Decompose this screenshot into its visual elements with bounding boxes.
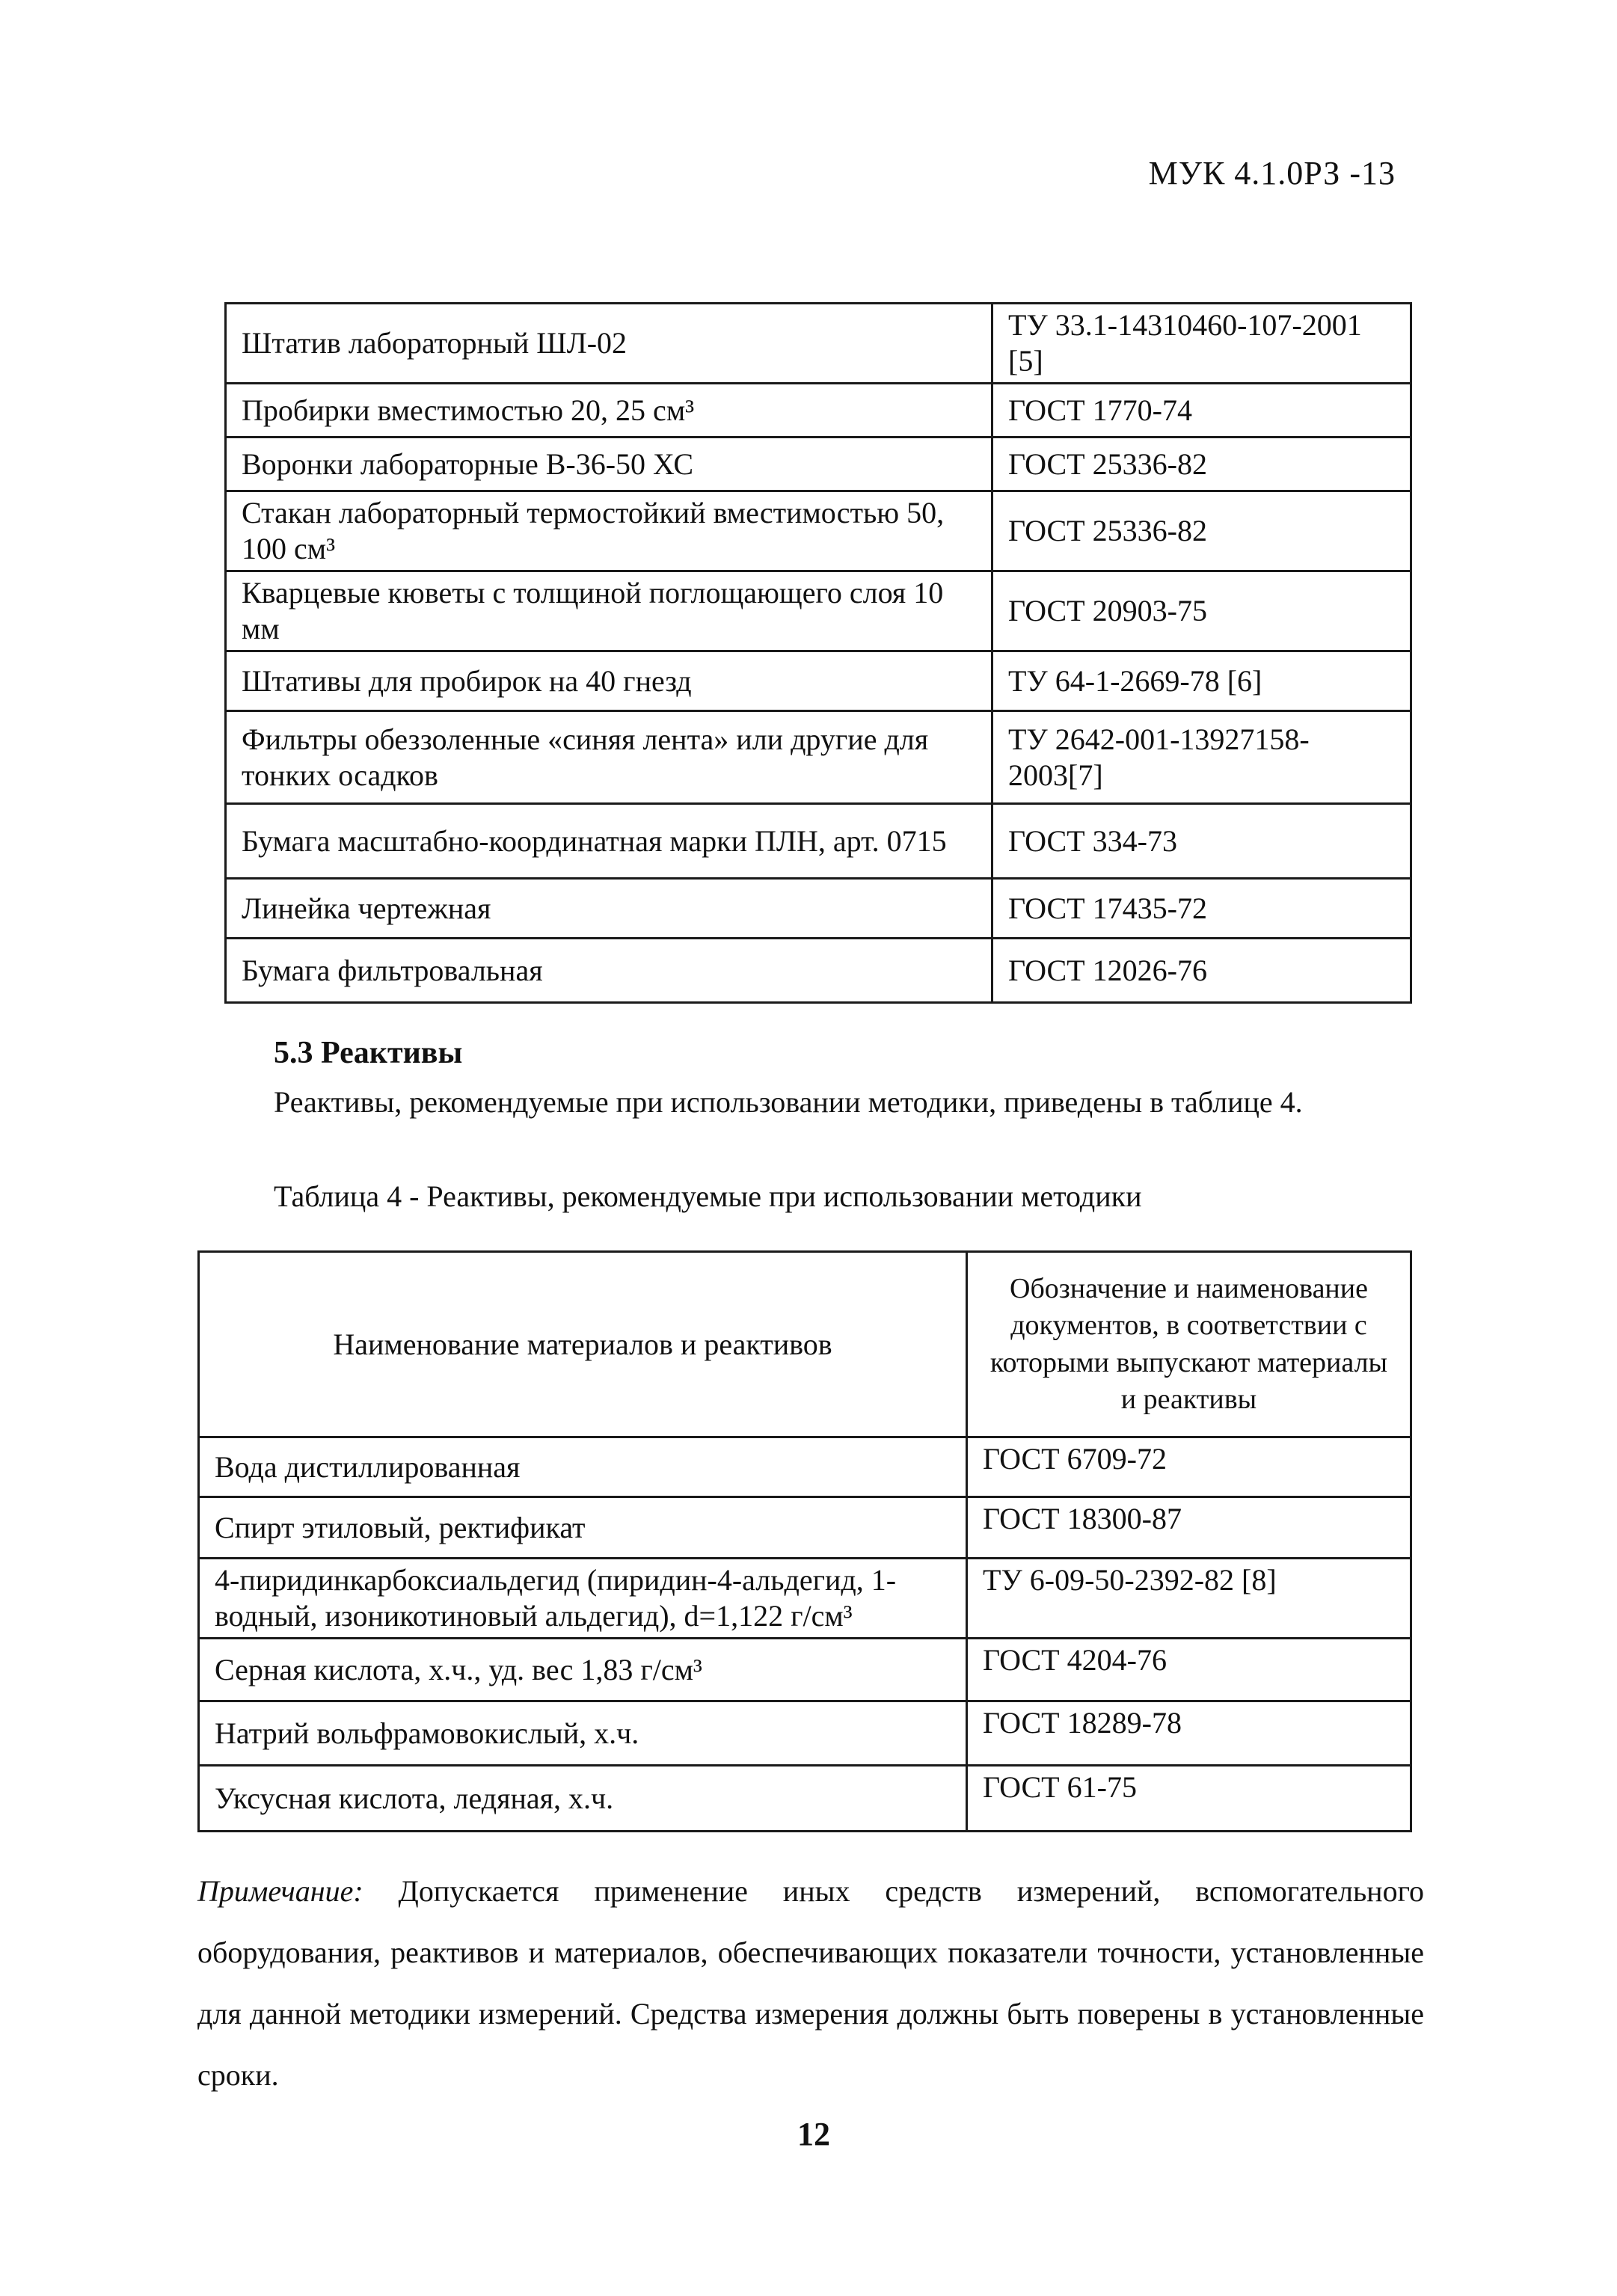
equipment-doc: ТУ 2642-001-13927158-2003[7]	[992, 711, 1411, 804]
reagents-table	[197, 1250, 1412, 1832]
equipment-name: Кварцевые кюветы с толщиной поглощающего слоя 10 мм	[226, 571, 992, 651]
reagent-doc: ТУ 6-09-50-2392-82 [8]	[967, 1559, 1411, 1639]
equipment-table	[224, 302, 1412, 1004]
table-header-row	[199, 1252, 1411, 1437]
table-row	[226, 384, 1411, 438]
reagent-doc: ГОСТ 6709-72	[967, 1437, 1411, 1497]
equipment-name: Штатив лабораторный ШЛ-02	[226, 304, 992, 384]
equipment-doc: ТУ 64-1-2669-78 [6]	[992, 651, 1411, 711]
equipment-name: Пробирки вместимостью 20, 25 см³	[226, 384, 992, 438]
table-row	[226, 438, 1411, 491]
table-row	[226, 711, 1411, 804]
reagent-name: Вода дистиллированная	[199, 1437, 967, 1497]
table-row	[226, 491, 1411, 571]
table-row	[226, 571, 1411, 651]
note-label: Примечание:	[197, 1874, 363, 1908]
section-paragraph: Реактивы, рекомендуемые при использовании методики, приведены в таблице 4.	[274, 1085, 1303, 1119]
reagent-name: Уксусная кислота, ледяная, х.ч.	[199, 1766, 967, 1832]
note-paragraph	[197, 1861, 1424, 2106]
equipment-name: Линейка чертежная	[226, 879, 992, 939]
header-name: Наименование материалов и реактивов	[199, 1252, 967, 1437]
page-number: 12	[797, 2116, 830, 2152]
table-row	[226, 879, 1411, 939]
reagent-doc: ГОСТ 4204-76	[967, 1639, 1411, 1701]
reagent-name: 4-пиридинкарбоксиальдегид (пиридин-4-альдегид, 1-водный, изоникотиновый альдегид), d=1,122 г/см³	[199, 1559, 967, 1639]
equipment-name: Фильтры обеззоленные «синяя лента» или другие для тонких осадков	[226, 711, 992, 804]
equipment-doc: ГОСТ 25336-82	[992, 491, 1411, 571]
table-row	[226, 304, 1411, 384]
equipment-doc: ГОСТ 334-73	[992, 804, 1411, 879]
table-row	[226, 804, 1411, 879]
equipment-name: Бумага масштабно-координатная марки ПЛН, арт. 0715	[226, 804, 992, 879]
equipment-name: Воронки лабораторные В-36-50 ХС	[226, 438, 992, 491]
table-row	[199, 1559, 1411, 1639]
reagent-name: Натрий вольфрамовокислый, х.ч.	[199, 1701, 967, 1766]
header-doc: Обозначение и наименование документов, в соответствии с которыми выпускают материалы и реактивы	[967, 1252, 1411, 1437]
table-row	[199, 1766, 1411, 1832]
table-row	[226, 651, 1411, 711]
table-row	[199, 1639, 1411, 1701]
table-row	[199, 1701, 1411, 1766]
equipment-doc: ГОСТ 20903-75	[992, 571, 1411, 651]
equipment-doc: ГОСТ 17435-72	[992, 879, 1411, 939]
equipment-doc: ГОСТ 12026-76	[992, 939, 1411, 1003]
reagent-doc: ГОСТ 61-75	[967, 1766, 1411, 1832]
reagent-name: Серная кислота, х.ч., уд. вес 1,83 г/см³	[199, 1639, 967, 1701]
table-row	[199, 1497, 1411, 1559]
equipment-doc: ГОСТ 25336-82	[992, 438, 1411, 491]
note-text: Допускается применение иных средств измерений, вспомогательного оборудования, реактивов и материалов, обеспечивающих показатели точности, установленные для данной методики измерений. Средства измерения должны быть поверены в установленные сроки.	[197, 1874, 1425, 2092]
reagent-doc: ГОСТ 18289-78	[967, 1701, 1411, 1766]
table-row	[199, 1437, 1411, 1497]
equipment-name: Штативы для пробирок на 40 гнезд	[226, 651, 992, 711]
reagent-doc: ГОСТ 18300-87	[967, 1497, 1411, 1559]
reagent-name: Спирт этиловый, ректификат	[199, 1497, 967, 1559]
equipment-name: Стакан лабораторный термостойкий вместимостью 50, 100 см³	[226, 491, 992, 571]
section-title: 5.3 Реактивы	[274, 1036, 463, 1070]
table-row	[226, 939, 1411, 1003]
document-code: МУК 4.1.0РЗ -13	[1148, 155, 1396, 191]
equipment-name: Бумага фильтровальная	[226, 939, 992, 1003]
equipment-doc: ГОСТ 1770-74	[992, 384, 1411, 438]
table-caption: Таблица 4 - Реактивы, рекомендуемые при использовании методики	[274, 1179, 1142, 1213]
equipment-doc: ТУ 33.1-14310460-107-2001 [5]	[992, 304, 1411, 384]
